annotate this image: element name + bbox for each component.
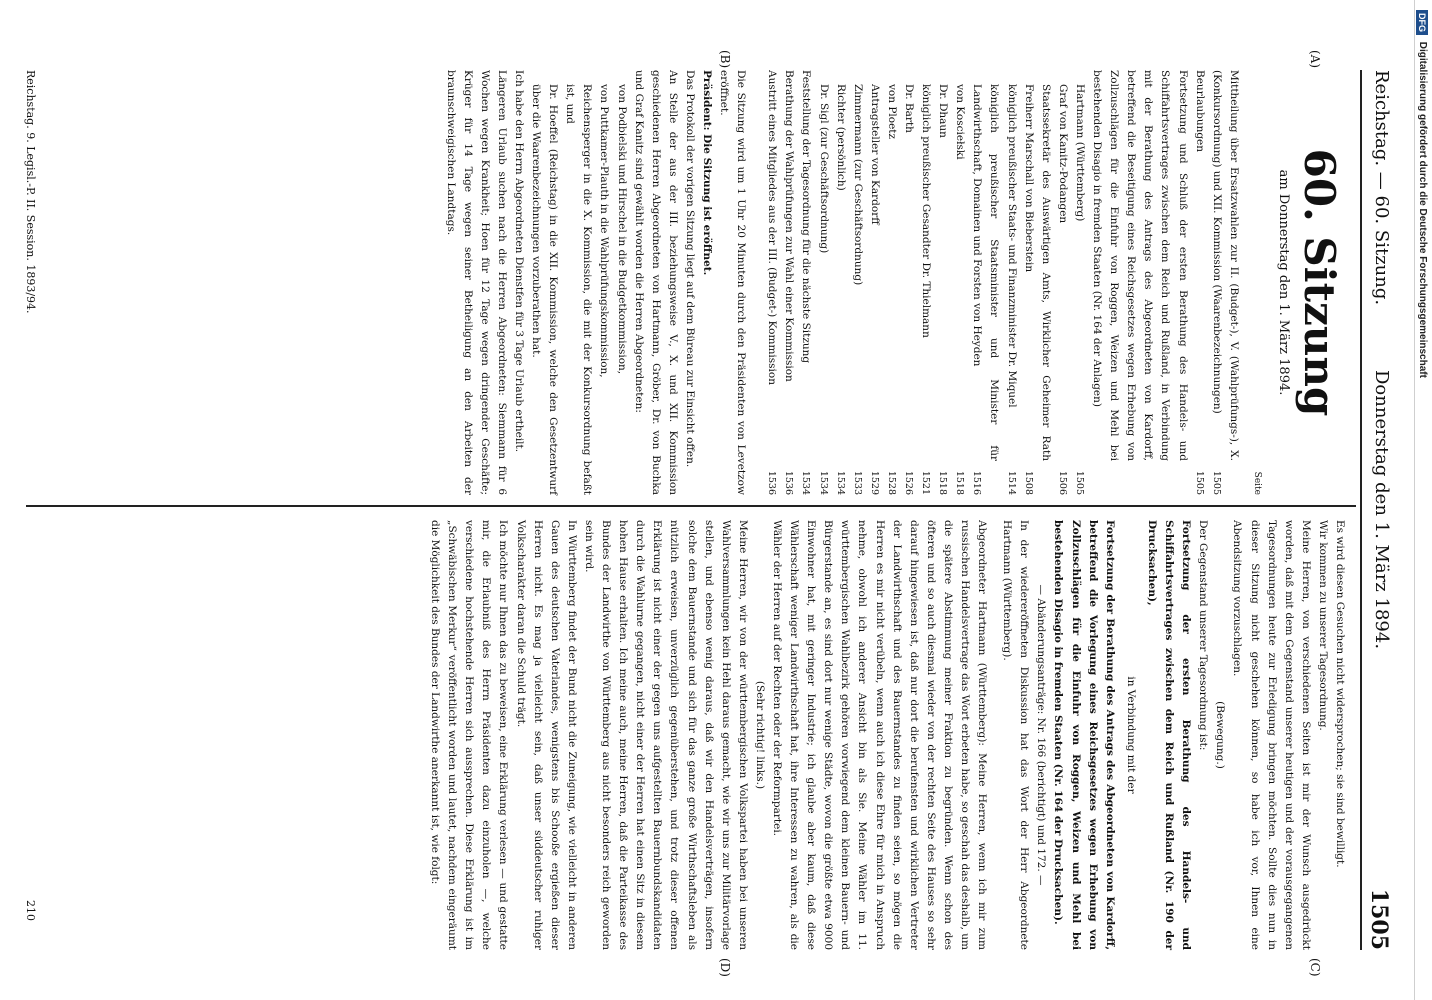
body-paragraph: In Württemberg findet der Bund nicht die Zuneigung, wie vielleicht in anderen Gauen des deutschen Vaterlandes, wenigstens bis Schooße ergießen dieser Herren nicht. Es mag ja vielleicht sein, daß unser süddeutscher ruhiger Volkscharakter daran die Schuld trägt.: [514, 520, 578, 950]
left-column: [442, 70, 1349, 495]
body-paragraph: Ich möchte nur Ihnen das zu beweisen, eine Erklärung verlesen — und gestatte mir, die Erlaubniß des Herrn Präsidenten dazu einzuholen —, welche verschiedene hochstehende Herren sich aussprechen. Diese Erklärung ist im „Schwäbischen Merkur“ veröffentlicht worden und lautet, nachdem eingeräumt die Möglichkeit des Bundes der Landwirthe anerkannt ist, wie folgt:: [429, 520, 510, 950]
toc-item: königlich preußischer Staats- und Finanzminister Dr. Miquel 1514: [1005, 84, 1018, 495]
body-paragraph: Wir kommen zu unserer Tagesordnung.: [1316, 520, 1329, 731]
body-paragraph: Das Protokoll der vorigen Sitzung liegt auf dem Büreau zur Einsicht offen.: [683, 70, 696, 468]
body-paragraph: In der wiedereröffneten Diskussion hat das Wort der Herr Abgeordnete Hartmann (Württemberg).: [1001, 520, 1031, 950]
session-subtitle: am Donnerstag den 1. März 1894.: [1276, 169, 1291, 396]
body-paragraph: Abgeordneter Hartmann (Württemberg): Meine Herren, wenn ich mir zum russischen Handelsvertrage das Wort erbeten habe, so geschah das deshalb, um die spätere Abstimmung meiner Fraktion zu begründen. Wenn schon des öfteren und so auch diesmal wieder von der rechten Seite des Hauses so sehr darauf hingewiesen ist, daß nur dort die berufensten und wirklichen Vertreter der Landwirthschaft und des Bauernstandes zu finden seien, so mögen die Herren es mir nicht verübeln, wenn auch ich diese Ehre für mich in Anspruch nehme, obwohl ich anderer Ansicht bin als Sie. Meine Wähler im 11. württembergischen Wahlbezirk gehören vorwiegend dem kleinen Bauern- und Bürgerstande an, es sind dort nur wenige Städte, wovon die größte etwa 9000 Einwohner hat, mit geringer Industrie; ich glaube aber kaum, daß diese Wählerschaft weniger Landwirthschaft hat, ihre Interessen zu wahren, als die Wähler der Herren auf der Rechten oder der Reformpartei.: [771, 520, 989, 950]
toc-item: von Ploetz 1528: [885, 84, 898, 495]
body-paragraph: Es wird diesen Gesuchen nicht widersprochen; sie sind bewilligt.: [1334, 520, 1346, 868]
toc-item: königlich preußischer Staatsminister und Minister für Landwirthschaft, Domainen und Forsten von Heyden 1516: [971, 84, 1001, 495]
body-paragraph: von Puttkamer-Plauth in die Wahlprüfungskommission,: [598, 84, 611, 378]
header-left: Reichstag. — 60. Sitzung.: [1371, 70, 1392, 306]
body-paragraph: An Stelle der aus der III. beziehungsweise V., X. und XII. Kommission geschiedenen Herren Abgeordneten von Hartmann, Gröber, Dr. von Buchka und Graf Kanitz sind gewählt worden die Herren Abgeordneten:: [632, 70, 679, 495]
agenda-item: Fortsetzung der Berathung des Antrags des Abgeordneten von Kardorff, betreffend die Vorlegung eines Reichsgesetzes wegen Erhebung von Zollzuschlägen für die Einfuhr von Roggen, Weizen und Mehl bei bestehenden Disagio in fremden Staaten (Nr. 164 der Drucksachen).: [1052, 520, 1116, 950]
body-paragraph: (Sehr richtig! links.): [753, 680, 766, 790]
body-paragraph: in Verbindung mit der: [1124, 676, 1137, 794]
dfg-logo-icon: DFG: [1416, 10, 1428, 35]
toc-item: Staatssekretär des Auswärtigen Amts, Wirklicher Geheimer Rath Freiherr Marschall von Bieberstein 1508: [1022, 84, 1052, 495]
toc-item: Graf von Kanitz-Podangen 1506: [1056, 84, 1069, 495]
session-title: 60. Sitzung: [1295, 148, 1344, 417]
body-paragraph: Meine Herren, von verschiedenen Seiten ist mir der Wunsch ausgedrückt worden, daß mit dem Gegenstand unserer heutigen und der vorausgegangenen Tagesordnungen heute zur Erledigung bringen möchten. Sollte dies nun in dieser Sitzung nicht geschehen können, so habe ich vor, Ihnen eine Abendsitzung vorzuschlagen.: [1231, 520, 1312, 950]
toc-item: Mittheilung über Ersatzwahlen zur II. (Budget-), V. (Wahlprüfungs-), X. (Konkursordnung) und XII. Kommission (Waarenbezeichnungen) 1505: [1210, 70, 1240, 495]
column-divider: [26, 505, 1356, 507]
toc-item: Berathung der Wahlprüfungen zur Wahl einer Kommission 1536: [783, 70, 796, 495]
toc-item: Fortsetzung und Schluß der ersten Berathung des Handels- und Schiffahrtsvertrages zwischen dem Reich und Rußland, in Verbindung mit der Berathung des Antrags des Abgeordneten von Kardorff, betreffend die Beseitigung eines Reichsgesetzes wegen Erhebung von Zollzuschlägen für die Einfuhr von Roggen, Weizen und Mehl bei bestehenden Disagio in fremden Staaten (Nr. 164 der Anlagen): [1091, 70, 1189, 461]
margin-mark-d: (D): [718, 958, 732, 977]
page-number: 1505: [1366, 888, 1392, 950]
toc-label: Seite: [1251, 471, 1262, 495]
margin-mark-b: (B): [718, 50, 732, 69]
toc-item: Beurlaubungen 1505: [1193, 70, 1206, 495]
agenda-item: Fortsetzung der ersten Berathung des Handels- und Schiffahrtsvertrages zwischen dem Reich und Rußland (Nr. 190 der Drucksachen),: [1145, 520, 1193, 950]
table-of-contents: [763, 70, 1242, 495]
dfg-credit-text: Digitalisierung gefördert durch die Deutsche Forschungsgemeinschaft: [1417, 41, 1428, 378]
toc-item: Austritt eines Mitgliedes aus der III. (Budget-) Kommission 1536: [766, 70, 779, 495]
body-paragraph: (Bewegung.): [1214, 701, 1227, 769]
footnote-number: 210: [24, 900, 37, 921]
body-paragraph: von Podbielski und Hirschel in die Budgetkommission,: [615, 84, 628, 375]
body-paragraph: Die Sitzung wird um 1 Uhr 20 Minuten durch den Präsidenten von Levetzow eröffnet.: [718, 70, 748, 495]
toc-item: von Kosciełski 1518: [954, 84, 967, 495]
toc-item: Zimmermann (zur Geschäftsordnung) 1533: [851, 84, 864, 495]
header-date: Donnerstag den 1. März 1894.: [1371, 370, 1392, 650]
right-column: [426, 520, 1348, 950]
body-paragraph: Dr. Hoeffel (Reichstag) in die XII. Kommission, welche den Gesetzentwurf über die Waarenbezeichnungen vorzuberathen hat.: [530, 84, 560, 495]
toc-item: Antragsteller von Kardorff 1529: [868, 84, 881, 495]
footer-session: Reichstag. 9. Legisl.-P. II. Session. 1893/94.: [24, 70, 37, 314]
body-paragraph: Präsident: Die Sitzung ist eröffnet.: [701, 70, 713, 276]
body-paragraph: — Abänderungsanträge: Nr. 166 (berichtigt) und 172. —: [1035, 584, 1048, 886]
body-paragraph: Meine Herren, wir von der württembergischen Volkspartei haben bei unseren Wahlversammlungen kein Hehl daraus gemacht, wie wir uns zur Militärvorlage stellen, und ebenso wenig daraus, daß wir den Handelsverträgen, insofern solche dem Bauernstande und sich für das ganze große Wirthschaftsleben als nützlich erweisen, unverzüglich gegenüberstehen, und trotz dieser offenen Erklärung ist nicht einer der gegen uns aufgestellten Bauernbundskandidaten durch die Wahlurne gegangen, nicht einer der Herren hat einen Sitz in diesem hohen Hause erhalten. Ich meine auch, meine Herren, daß die Parteikasse des Bundes der Landwirthe von Württemberg aus nicht besonders reich geworden sein wird.: [582, 520, 749, 950]
toc-item: Richter (persönlich) 1534: [834, 84, 847, 495]
toc-item: Hartmann (Württemberg) 1505: [1073, 84, 1086, 495]
body-paragraph: Ich habe den Herrn Abgeordneten Dienstfen für 3 Tage Urlaub ertheilt.: [512, 70, 525, 453]
margin-mark-c: (C): [1308, 958, 1322, 977]
margin-mark-a: (A): [1308, 50, 1322, 69]
toc-item: Dr. Barth 1526: [903, 84, 916, 495]
toc-item: Dr. Sigl (zur Geschäftsordnung) 1534: [817, 84, 830, 495]
header-rule: [1361, 70, 1363, 950]
toc-item: Dr. Dhaun 1518: [937, 84, 950, 495]
toc-item: königlich preußischer Gesandter Dr. Thielmann 1521: [920, 84, 933, 495]
body-paragraph: Längeren Urlaub suchen nach die Herren Abgeordneten: Siemmann für 6 Wochen wegen Krankheit; Hoen für 12 Tage wegen dringender Geschäfte; Krüger für 14 Tage wegen seiner Betheiligung an den Arbeiten der braunschweigischen Landtags.: [444, 70, 508, 495]
body-paragraph: Der Gegenstand unserer Tagesordnung ist:: [1197, 520, 1210, 751]
dfg-credit: [1416, 10, 1428, 378]
body-paragraph: Reichensperger in die X. Kommission, die mit der Konkursordnung befaßt ist, und: [564, 84, 594, 495]
toc-item: Feststellung der Tagesordnung für die nächste Sitzung 1534: [800, 70, 813, 495]
